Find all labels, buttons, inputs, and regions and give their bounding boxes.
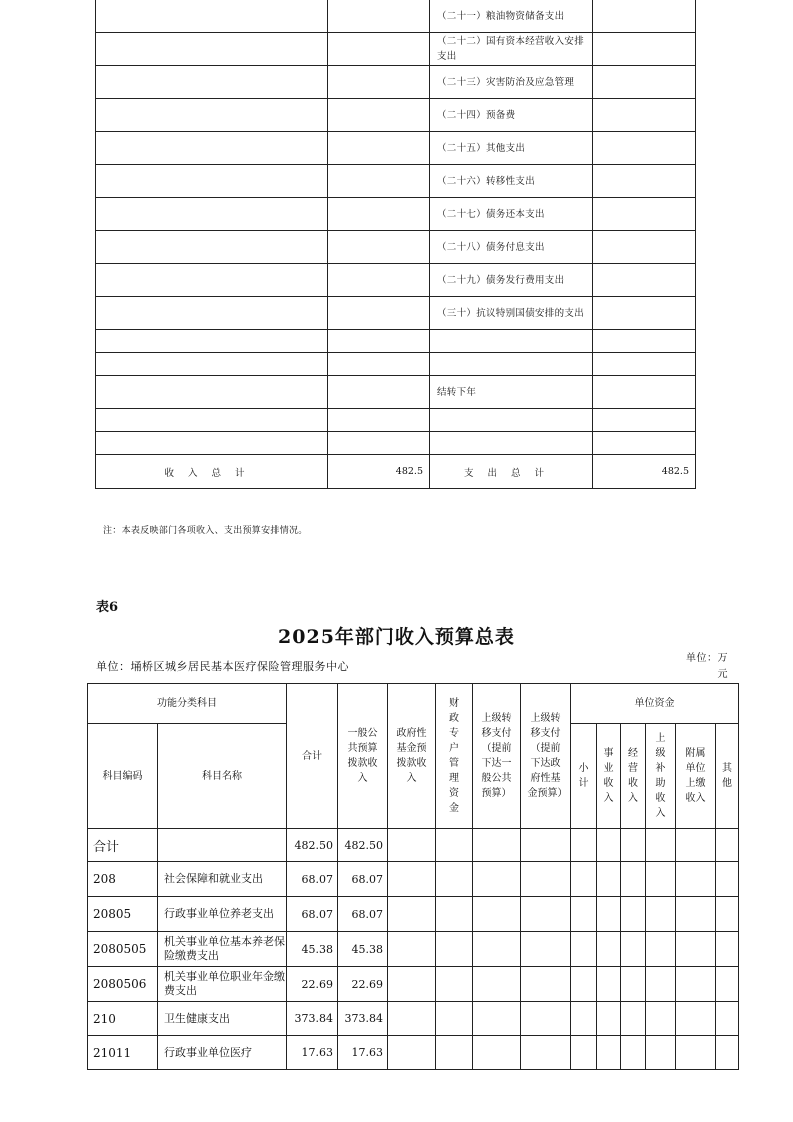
row-code: 208: [88, 862, 158, 897]
superior-subsidy-header: 上级补助收入: [646, 724, 676, 829]
func-category-header: 功能分类科目: [88, 684, 287, 724]
row-total: 68.07: [287, 862, 338, 897]
row-name: 行政事业单位养老支出: [158, 897, 287, 932]
row-name: 卫生健康支出: [158, 1002, 287, 1036]
other-header: 其他: [716, 724, 739, 829]
table-row: [96, 264, 696, 297]
row-general: 68.07: [338, 862, 388, 897]
row-total: 482.50: [287, 829, 338, 862]
table-row: [96, 353, 696, 376]
transfer-general-header: 上级转移支付（提前下达一般公共预算）: [473, 684, 521, 829]
income-expense-total-table: [95, 0, 696, 489]
table-row: [96, 99, 696, 132]
row-total: 17.63: [287, 1036, 338, 1070]
table-row: [96, 132, 696, 165]
table-row: [96, 376, 696, 409]
row-general: 45.38: [338, 932, 388, 967]
table-row: [96, 231, 696, 264]
carry-forward-label: 结转下年: [430, 376, 593, 409]
row-code: 210: [88, 1002, 158, 1036]
expense-item: （二十二）国有资本经营收入安排支出: [430, 33, 593, 66]
expense-item: （二十四）预备费: [430, 99, 593, 132]
row-name: 社会保障和就业支出: [158, 862, 287, 897]
table-row: [96, 165, 696, 198]
table-row: [96, 330, 696, 353]
table-row: [96, 297, 696, 330]
currency-unit-label: 单位：万元: [686, 653, 728, 680]
subtotal-header: 小计: [571, 724, 597, 829]
row-name: 行政事业单位医疗: [158, 1036, 287, 1070]
total-header: 合计: [287, 684, 338, 829]
special-fund-header: 财政专户管理资金: [436, 684, 473, 829]
table-row: [88, 967, 739, 1002]
header-row: [88, 684, 739, 724]
expense-item: （二十五）其他支出: [430, 132, 593, 165]
table-row: [88, 1036, 739, 1070]
row-total: 22.69: [287, 967, 338, 1002]
row-name: 机关事业单位职业年金缴费支出: [158, 967, 287, 1002]
table-row: [96, 432, 696, 455]
expense-total-label: 支出总计: [430, 455, 593, 489]
table-row: [96, 66, 696, 99]
table-row: [88, 897, 739, 932]
row-name: [158, 829, 287, 862]
expense-item: （三十）抗议特别国债安排的支出: [430, 297, 593, 330]
business-income-header: 事业收入: [597, 724, 621, 829]
table-row: [88, 862, 739, 897]
table-row: [96, 0, 696, 33]
unit-label: 单位：埇桥区城乡居民基本医疗保险管理服务中心: [96, 660, 349, 673]
table-note: 注：本表反映部门各项收入、支出预算安排情况。: [103, 526, 308, 536]
page-title: 2025年部门收入预算总表: [278, 626, 515, 648]
expense-total-value: 482.5: [593, 455, 696, 489]
total-row: [96, 455, 696, 489]
expense-item: （二十七）债务还本支出: [430, 198, 593, 231]
table-number: 表6: [96, 600, 119, 615]
row-general: 17.63: [338, 1036, 388, 1070]
expense-item: （二十三）灾害防治及应急管理: [430, 66, 593, 99]
row-total: 45.38: [287, 932, 338, 967]
table-row: [96, 409, 696, 432]
subject-code-header: 科目编码: [88, 724, 158, 829]
expense-item: （二十一）粮油物资储备支出: [430, 0, 593, 33]
general-budget-header: 一般公共预算拨款收入: [338, 684, 388, 829]
row-general: 373.84: [338, 1002, 388, 1036]
row-name: 机关事业单位基本养老保险缴费支出: [158, 932, 287, 967]
table-row: [96, 198, 696, 231]
transfer-gov-fund-header: 上级转移支付（提前下达政府性基金预算）: [521, 684, 571, 829]
expense-item: （二十八）债务付息支出: [430, 231, 593, 264]
table-row: [88, 829, 739, 862]
income-total-label: 收入总计: [96, 455, 328, 489]
income-total-value: 482.5: [328, 455, 430, 489]
table-row: [88, 932, 739, 967]
expense-item: （二十六）转移性支出: [430, 165, 593, 198]
unit-funds-header: 单位资金: [571, 684, 739, 724]
row-total: 68.07: [287, 897, 338, 932]
expense-item: （二十九）债务发行费用支出: [430, 264, 593, 297]
gov-fund-header: 政府性基金预拨款收入: [388, 684, 436, 829]
row-code: 合计: [88, 829, 158, 862]
subject-name-header: 科目名称: [158, 724, 287, 829]
table-row: [96, 33, 696, 66]
row-general: 22.69: [338, 967, 388, 1002]
row-general: 482.50: [338, 829, 388, 862]
row-code: 2080506: [88, 967, 158, 1002]
row-code: 20805: [88, 897, 158, 932]
affiliated-income-header: 附属单位上缴收入: [676, 724, 716, 829]
revenue-budget-table: [87, 683, 739, 1070]
row-total: 373.84: [287, 1002, 338, 1036]
operating-income-header: 经营收入: [621, 724, 646, 829]
table-row: [88, 1002, 739, 1036]
row-code: 2080505: [88, 932, 158, 967]
row-general: 68.07: [338, 897, 388, 932]
row-code: 21011: [88, 1036, 158, 1070]
